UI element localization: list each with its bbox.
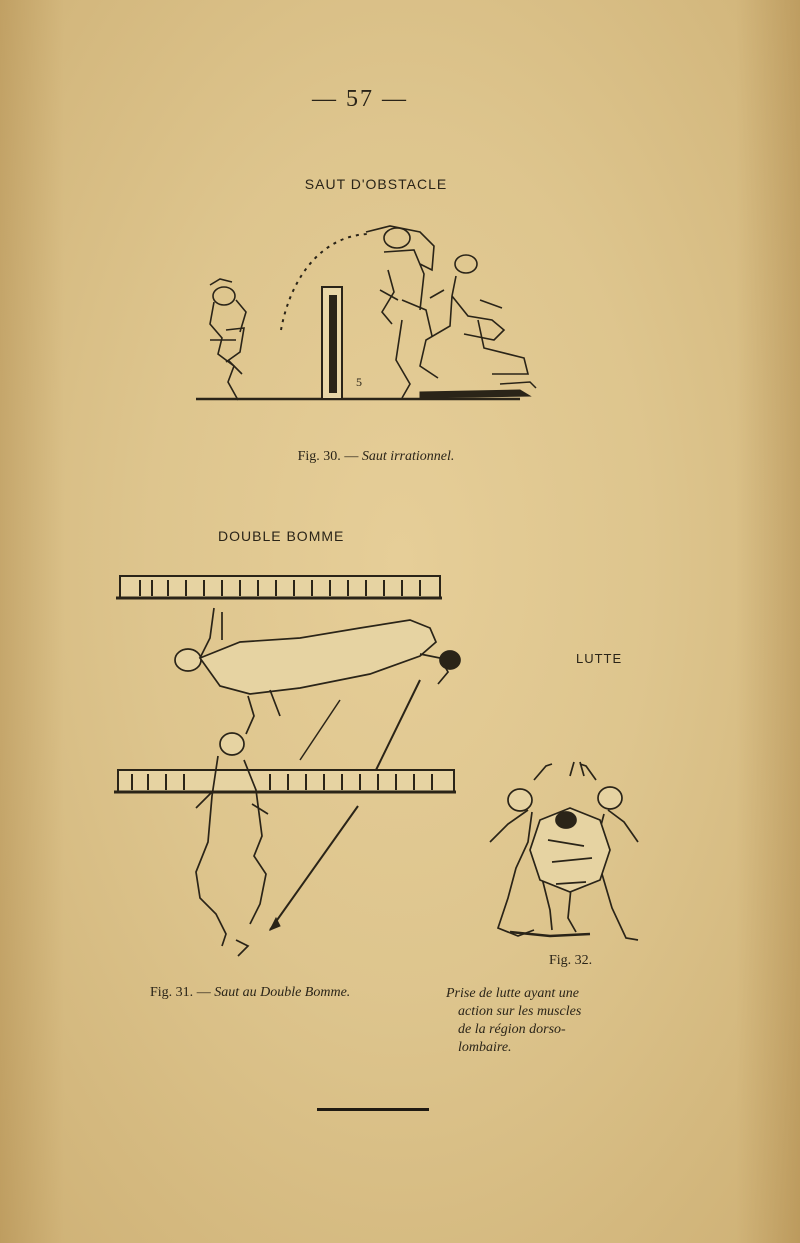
section-title-saut-obstacle: SAUT D'OBSTACLE	[304, 176, 448, 192]
section-title-double-bomme: DOUBLE BOMME	[218, 528, 345, 544]
section-title-lutte: LUTTE	[576, 651, 623, 666]
fig32-description	[446, 985, 666, 1057]
fig31-caption	[150, 985, 350, 1001]
fig32-description-line: Prise de lutte ayant une	[446, 986, 579, 1001]
fig32-label: Fig. 32.	[549, 953, 593, 968]
end-rule	[317, 1108, 429, 1111]
fig30-mark: 5	[356, 375, 362, 389]
fig30-title: Saut irrationnel.	[361, 449, 455, 464]
page-number: — 57 —	[312, 86, 408, 112]
fig31-label: Fig. 31.	[150, 985, 194, 1000]
fig31-title: Saut au Double Bomme.	[214, 985, 351, 1000]
fig30-label: Fig. 30.	[297, 449, 341, 464]
fig32-description-line: action sur les muscles	[458, 1004, 582, 1019]
fig32-description-line: lombaire.	[458, 1040, 512, 1055]
fig32-description-line: de la région dorso-	[458, 1022, 566, 1037]
fig30-caption	[0, 449, 752, 465]
fig31-dash: —	[193, 985, 215, 1000]
fig30-dash: —	[340, 449, 362, 464]
